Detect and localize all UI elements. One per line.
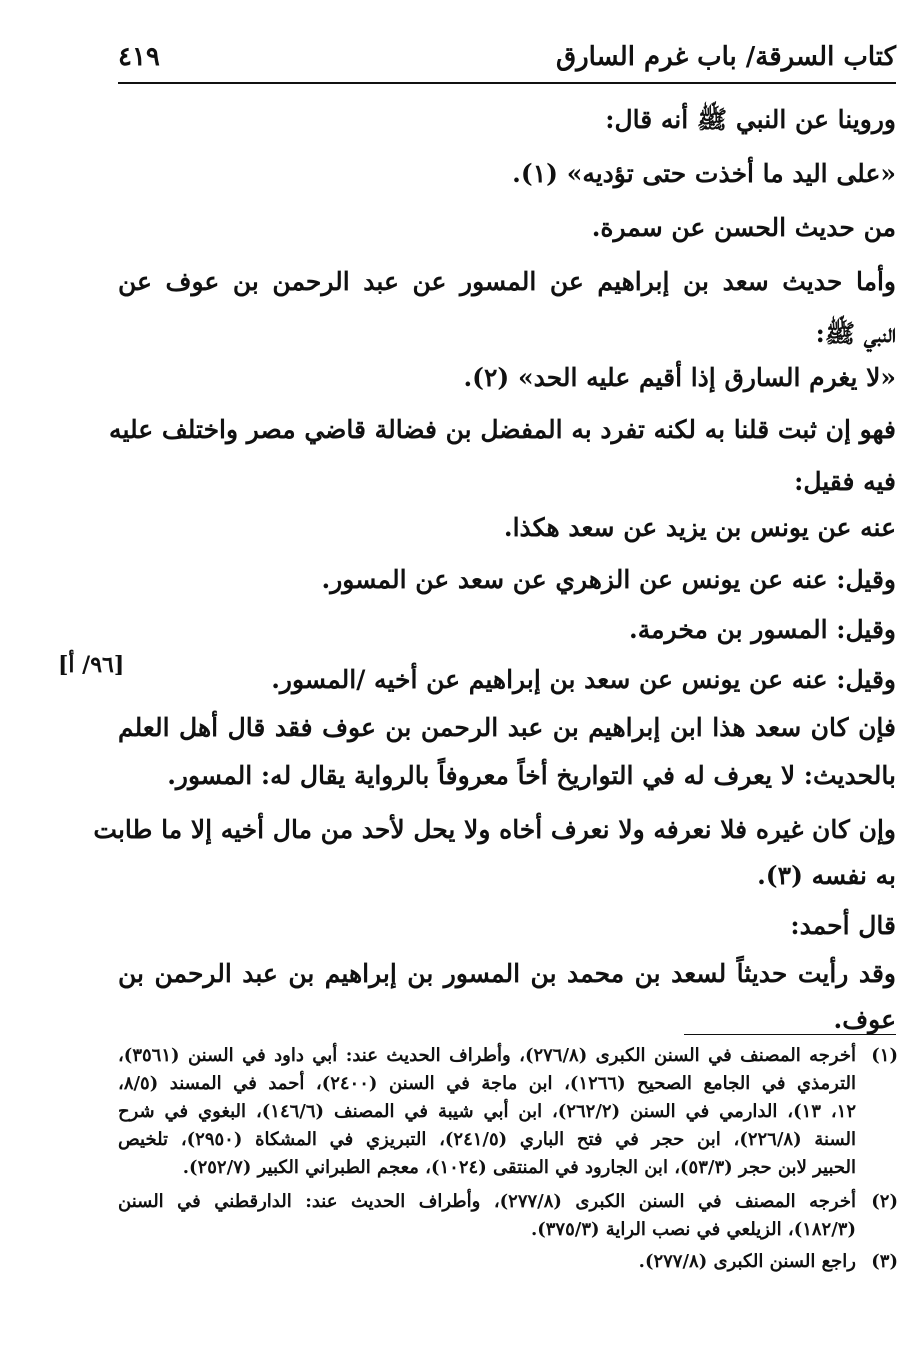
text-line: عوف.: [833, 1005, 896, 1034]
text-line: فإن كان سعد هذا ابن إبراهيم بن عبد الرحمن بن عوف فقد قال أهل العلم: [118, 713, 896, 742]
text-line: وقيل: المسور بن مخرمة.: [629, 615, 896, 644]
footnote-text: راجع السنن الكبرى (٢٧٧/٨).: [638, 1251, 856, 1272]
text-line: فيه فقيل:: [794, 467, 896, 496]
footnote-text: ١٢، ١٣)، الدارمي في السنن (٢٦٢/٢)، ابن أبي شيبة في المصنف (١٤٦/٦)، البغوي في شرح: [118, 1101, 856, 1122]
footnote-number: (٣): [871, 1251, 898, 1272]
text-line: به نفسه (٣).: [757, 861, 896, 890]
footnote-text: السنة (٢٢٦/٨)، ابن حجر في فتح الباري (٢٤١/٥)، التبريزي في المشكاة (٢٩٥٠)، تلخيص: [118, 1129, 856, 1150]
footnote-separator: [684, 1034, 896, 1035]
text-line: وروينا عن النبي ﷺ أنه قال:: [605, 105, 896, 134]
footnote-text: أخرجه المصنف في السنن الكبرى (٢٧٧/٨)، وأطراف الحديث عند: الدارقطني في السنن: [118, 1191, 856, 1212]
manuscript-folio-marker: [٩٦/ أ]: [58, 652, 125, 678]
page-number: ٤١٩: [118, 42, 160, 72]
text-line: عنه عن يونس بن يزيد عن سعد هكذا.: [503, 513, 896, 542]
text-line: وقيل: عنه عن يونس عن الزهري عن سعد عن المسور.: [321, 565, 896, 594]
text-line: قال أحمد:: [790, 911, 896, 940]
text-line: وإن كان غيره فلا نعرفه ولا نعرف أخاه ولا يحل لأحد من مال أخيه إلا ما طابت: [93, 815, 896, 844]
text-line: وقد رأيت حديثاً لسعد بن محمد بن المسور بن إبراهيم بن عبد الرحمن بن: [118, 959, 896, 988]
text-line: «على اليد ما أخذت حتى تؤديه» (١).: [512, 159, 896, 188]
text-line: وقيل: عنه عن يونس عن سعد بن إبراهيم عن أخيه /المسور.: [271, 665, 896, 694]
footnote-text: الحبير لابن حجر (٥٣/٣)، ابن الجارود في المنتقى (١٠٢٤)، معجم الطبراني الكبير (٢٥٢/٧).: [182, 1157, 856, 1178]
footnote-number: (٢): [871, 1191, 898, 1212]
text-line: فهو إن ثبت قلنا به لكنه تفرد به المفضل بن فضالة قاضي مصر واختلف عليه: [109, 415, 896, 444]
running-header: [118, 34, 896, 84]
text-line: بالحديث: لا يعرف له في التواريخ أخاً معروفاً بالرواية يقال له: المسور.: [167, 761, 896, 790]
footnote-text: أخرجه المصنف في السنن الكبرى (٢٧٦/٨)، وأطراف الحديث عند: أبي داود في السنن (٣٥٦١)،: [118, 1045, 856, 1066]
footnote-text: (١٨٢/٣)، الزيلعي في نصب الراية (٣٧٥/٣).: [530, 1219, 856, 1240]
chapter-title: كتاب السرقة/ باب غرم السارق: [555, 42, 896, 72]
text-line: وأما حديث سعد بن إبراهيم عن المسور عن عبد الرحمن بن عوف عن: [118, 267, 896, 296]
footnote-text: الترمذي في الجامع الصحيح (١٢٦٦)، ابن ماجة في السنن (٢٤٠٠)، أحمد في المسند (٨/٥،: [118, 1073, 857, 1094]
text-line: من حديث الحسن عن سمرة.: [591, 213, 896, 242]
text-line: النبي ﷺ:: [815, 319, 896, 348]
text-line: «لا يغرم السارق إذا أقيم عليه الحد» (٢).: [463, 363, 896, 392]
footnote-number: (١): [871, 1045, 898, 1066]
